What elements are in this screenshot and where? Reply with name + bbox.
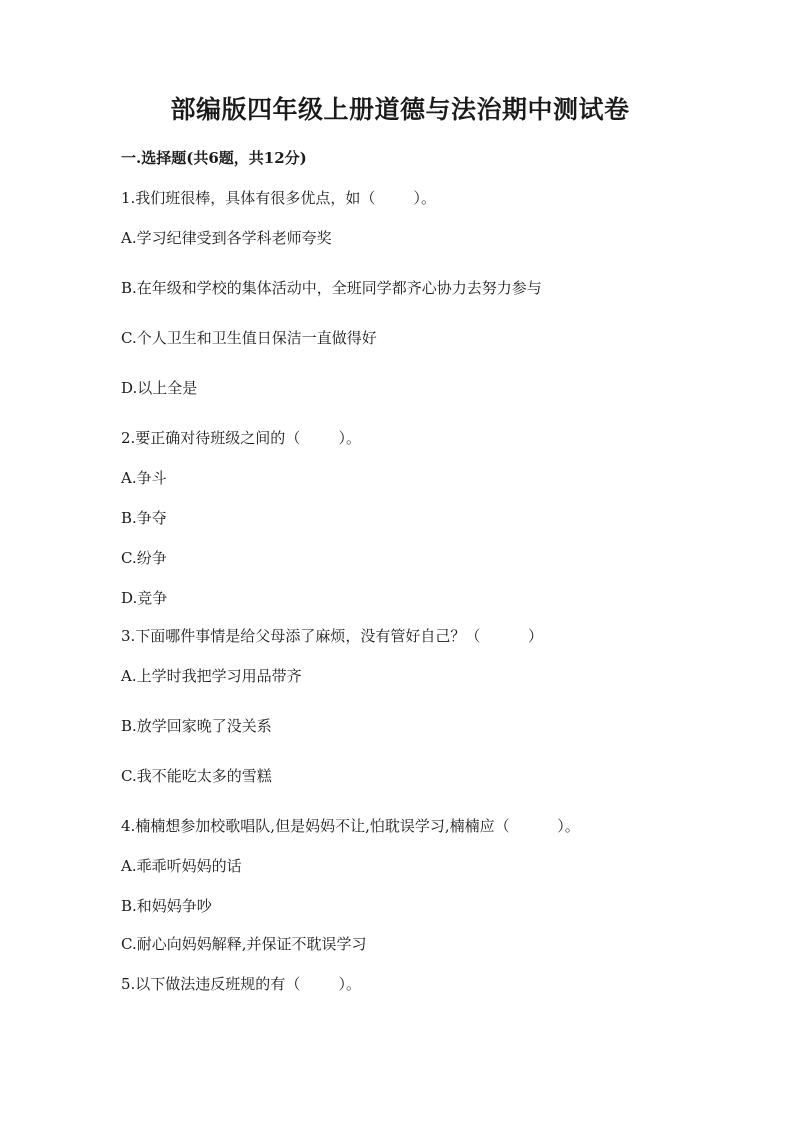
question-2-option-c: C.纷争 — [121, 549, 167, 567]
question-3-option-c: C.我不能吃太多的雪糕 — [121, 767, 272, 785]
question-stem-2: 2.要正确对待班级之间的（ ）。 — [121, 429, 361, 447]
question-stem-5: 5.以下做法违反班规的有（ ）。 — [121, 975, 361, 993]
question-4-option-c: C.耐心向妈妈解释,并保证不耽误学习 — [121, 935, 367, 953]
question-4-option-b: B.和妈妈争吵 — [121, 897, 212, 915]
question-2-option-a: A.争斗 — [121, 469, 167, 487]
section-heading: 一.选择题(共6题，共12分) — [121, 149, 307, 167]
question-4-option-a: A.乖乖听妈妈的话 — [121, 857, 242, 875]
question-2-option-b: B.争夺 — [121, 509, 167, 527]
question-2-option-d: D.竞争 — [121, 589, 168, 607]
question-1-option-c: C.个人卫生和卫生值日保洁一直做得好 — [121, 329, 377, 347]
exam-title: 部编版四年级上册道德与法治期中测试卷 — [170, 95, 630, 124]
question-3-option-b: B.放学回家晚了没关系 — [121, 717, 272, 735]
question-3-option-a: A.上学时我把学习用品带齐 — [121, 667, 302, 685]
question-stem-1: 1.我们班很棒，具体有很多优点，如（ ）。 — [121, 189, 436, 207]
question-stem-4: 4.楠楠想参加校歌唱队,但是妈妈不让,怕耽误学习,楠楠应（ ）。 — [121, 817, 580, 835]
question-1-option-a: A.学习纪律受到各学科老师夸奖 — [121, 229, 332, 247]
question-stem-3: 3.下面哪件事情是给父母添了麻烦，没有管好自己？（ ） — [121, 627, 543, 645]
question-1-option-b: B.在年级和学校的集体活动中，全班同学都齐心协力去努力参与 — [121, 279, 542, 297]
question-1-option-d: D.以上全是 — [121, 379, 198, 397]
